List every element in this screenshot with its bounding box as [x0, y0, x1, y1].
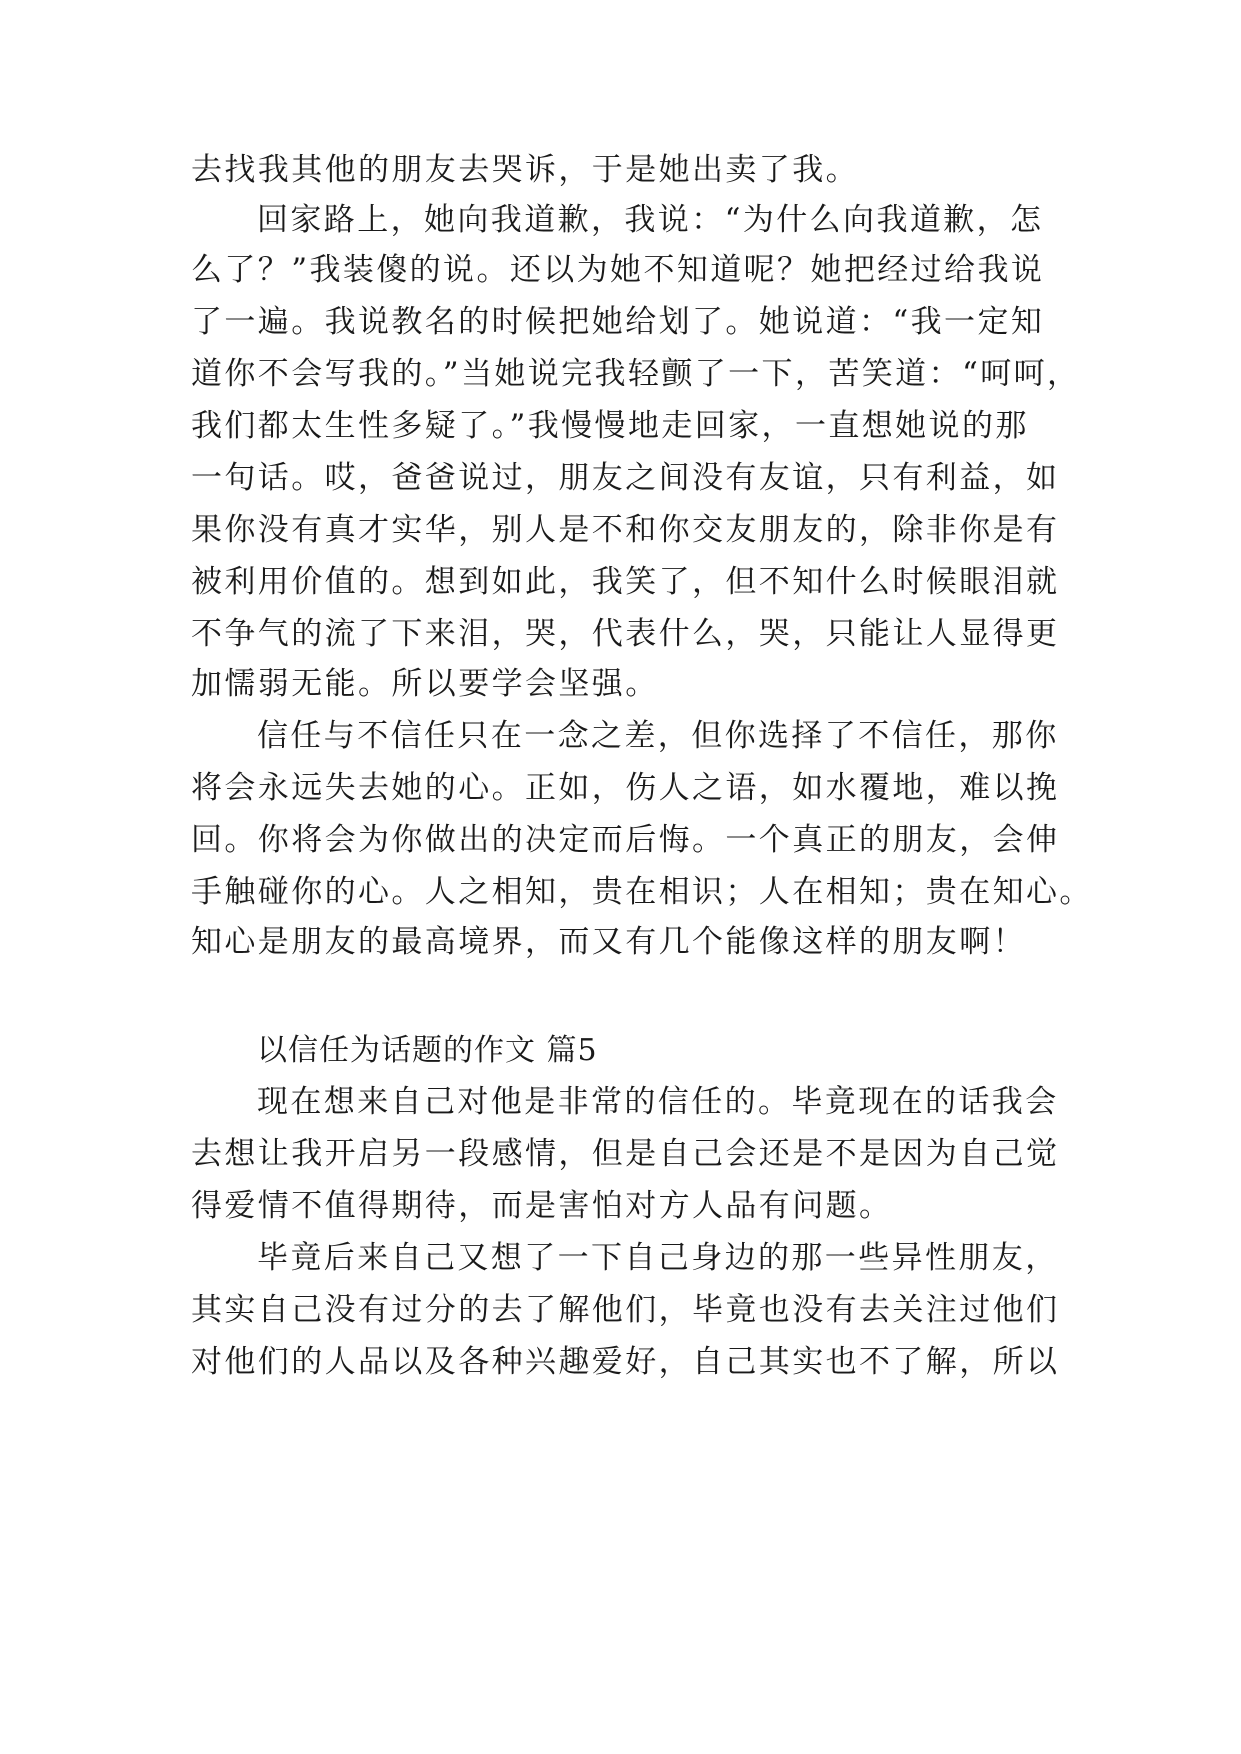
paragraph-line: 对他们的人品以及各种兴趣爱好，自己其实也不了解，所以: [191, 1344, 1060, 1380]
paragraph-line: 被利用价值的。想到如此，我笑了，但不知什么时候眼泪就: [191, 564, 1060, 600]
paragraph-line: 去想让我开启另一段感情，但是自己会还是不是因为自己觉: [191, 1136, 1060, 1172]
paragraph-line: 去找我其他的朋友去哭诉，于是她出卖了我。: [191, 152, 859, 188]
paragraph-line: 道你不会写我的。”当她说完我轻颤了一下，苦笑道：“呵呵，: [191, 356, 1081, 392]
paragraph-line: 其实自己没有过分的去了解他们，毕竟也没有去关注过他们: [191, 1292, 1060, 1328]
paragraph-line: 手触碰你的心。人之相知，贵在相识；人在相知；贵在知心。: [191, 874, 1093, 910]
paragraph-line: 毕竟后来自己又想了一下自己身边的那一些异性朋友，: [257, 1240, 1059, 1276]
paragraph-line: 一句话。哎，爸爸说过，朋友之间没有友谊，只有利益，如: [191, 460, 1060, 496]
paragraph-line: 不争气的流了下来泪，哭，代表什么，哭，只能让人显得更: [191, 616, 1060, 652]
paragraph-line: 回家路上，她向我道歉，我说：“为什么向我道歉，怎: [257, 202, 1044, 238]
paragraph-line: 得爱情不值得期待，而是害怕对方人品有问题。: [191, 1188, 893, 1224]
paragraph-line: 加懦弱无能。所以要学会坚强。: [191, 666, 659, 702]
paragraph-line: 我们都太生性多疑了。”我慢慢地走回家，一直想她说的那: [191, 408, 1029, 444]
paragraph-line: 知心是朋友的最高境界，而又有几个能像这样的朋友啊！: [191, 924, 1026, 960]
paragraph-line: 将会永远失去她的心。正如，伤人之语，如水覆地，难以挽: [191, 770, 1060, 806]
section-heading: 以信任为话题的作文 篇5: [257, 1033, 598, 1068]
paragraph-line: 信任与不信任只在一念之差，但你选择了不信任，那你: [257, 718, 1059, 754]
paragraph-line: 回。你将会为你做出的决定而后悔。一个真正的朋友，会伸: [191, 822, 1060, 858]
paragraph-line: 了一遍。我说教名的时候把她给划了。她说道：“我一定知: [191, 304, 1045, 340]
paragraph-line: 果你没有真才实华，别人是不和你交友朋友的，除非你是有: [191, 512, 1060, 548]
paragraph-line: 么了？”我装傻的说。还以为她不知道呢？她把经过给我说: [191, 252, 1045, 288]
paragraph-line: 现在想来自己对他是非常的信任的。毕竟现在的话我会: [257, 1084, 1059, 1120]
